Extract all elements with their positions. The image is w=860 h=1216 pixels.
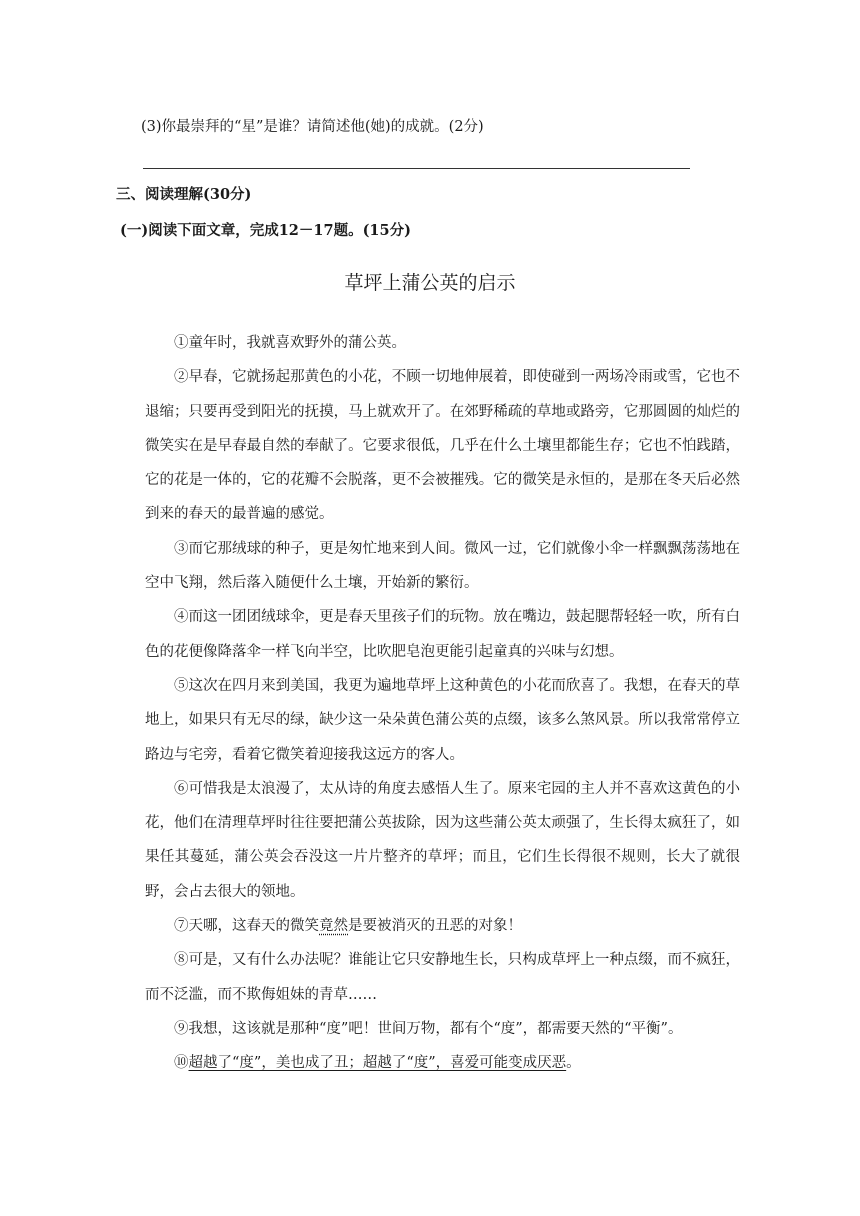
paragraph-5: ⑤这次在四月来到美国，我更为遍地草坪上这种黄色的小花而欣喜了。我想，在春天的草地上，如果只有无尽的绿，缺少这一朵朵黄色蒲公英的点缀，该多么煞风景。所以我常常停立路边与宅旁，看着它微笑着迎接我这远方的客人。 xyxy=(145,677,740,763)
paragraph-7-after: 是要被消灭的丑恶的对象！ xyxy=(348,918,522,935)
paragraph-4: ④而这一团团绒球伞，更是春天里孩子们的玩物。放在嘴边，鼓起腮帮轻轻一吹，所有白色的花便像降落伞一样飞向半空，比吹肥皂泡更能引起童真的兴味与幻想。 xyxy=(145,609,740,660)
paragraph-9: ⑨我想，这该就是那种“度”吧！世间万物，都有个“度”，都需要天然的“平衡”。 xyxy=(174,1020,683,1037)
question-3: (3)你最崇拜的“星”是谁？请简述他(她)的成就。(2分) xyxy=(141,119,484,135)
paragraph-1: ①童年时，我就喜欢野外的蒲公英。 xyxy=(174,335,406,351)
paragraph-2: ②早春，它就扬起那黄色的小花，不顾一切地伸展着，即使碰到一两场冷雨或雪，它也不退缩；只要再受到阳光的抚摸，马上就欢开了。在郊野稀疏的草地或路旁，它那圆圆的灿烂的微笑实在是早春最自然的奉献了。它要求很低，几乎在什么土壤里都能生存；它也不怕践踏，它的花是一体的，它的花瓣不会脱落，更不会被摧残。它的微笑是永恒的，是那在冬天后必然到来的春天的最普遍的感觉。 xyxy=(145,369,740,523)
underlined-sentence: 超越了“度”，美也成了丑；超越了“度”，喜爱可能变成厌恶 xyxy=(188,1055,567,1072)
paragraph-10-number: ⑩ xyxy=(174,1055,189,1072)
paragraph-7-before: ⑦天哪，这春天的微笑 xyxy=(174,918,319,935)
answer-line xyxy=(143,168,690,169)
emphasized-word: 竟然 xyxy=(319,918,348,935)
subsection-heading: (一)阅读下面文章，完成12－17题。(15分) xyxy=(120,222,411,239)
article-title: 草坪上蒲公英的启示 xyxy=(344,272,516,294)
paragraph-10-end: 。 xyxy=(566,1055,581,1072)
paragraph-8: ⑧可是，又有什么办法呢？谁能让它只安静地生长，只构成草坪上一种点缀，而不疯狂，而不泛滥，而不欺侮姐妹的青草…… xyxy=(145,952,740,1003)
paragraph-3: ③而它那绒球的种子，更是匆忙地来到人间。微风一过，它们就像小伞一样飘飘荡荡地在空中飞翔，然后落入随便什么土壤，开始新的繁衍。 xyxy=(145,540,740,592)
paragraph-6: ⑥可惜我是太浪漫了，太从诗的角度去感悟人生了。原来宅园的主人并不喜欢这黄色的小花，他们在清理草坪时往往要把蒲公英拔除，因为这些蒲公英太顽强了，生长得太疯狂了，如果任其蔓延，蒲公英会吞没这一片片整齐的草坪；而且，它们生长得很不规则，长大了就很野，会占去很大的领地。 xyxy=(145,780,740,900)
article-body xyxy=(145,326,740,1081)
paragraph-7 xyxy=(145,909,740,943)
paragraph-10 xyxy=(145,1046,740,1080)
section-heading: 三、阅读理解(30分) xyxy=(116,186,252,203)
